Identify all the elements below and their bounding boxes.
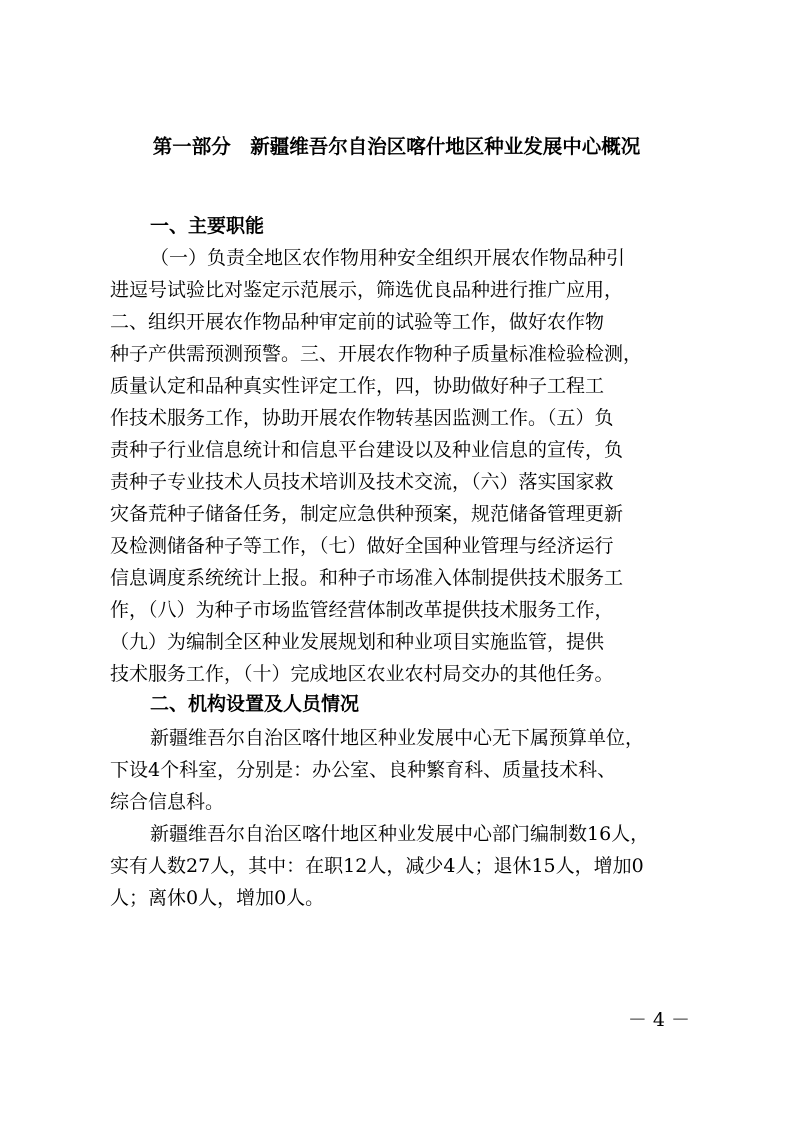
paragraph-line: 质量认定和品种真实性评定工作，四，协助做好种子工程工 bbox=[110, 375, 605, 397]
paragraph-line: （九）为编制全区种业发展规划和种业项目实施监管，提供 bbox=[110, 631, 605, 653]
paragraph-line: 灾备荒种子储备任务，制定应急供种预案，规范储备管理更新 bbox=[110, 503, 624, 525]
paragraph-line: 作，（八）为种子市场监管经营体制改革提供技术服务工作， bbox=[110, 599, 614, 621]
paragraph-line: 技术服务工作，（十）完成地区农业农村局交办的其他任务。 bbox=[110, 663, 614, 685]
paragraph-line: 新疆维吾尔自治区喀什地区种业发展中心部门编制数16人， bbox=[150, 823, 650, 845]
paragraph-line: 二、组织开展农作物品种审定前的试验等工作，做好农作物 bbox=[110, 311, 605, 333]
paragraph-line: 作技术服务工作，协助开展农作物转基因监测工作。（五）负 bbox=[110, 407, 614, 429]
paragraph-line: 种子产供需预测预警。三、开展农作物种子质量标准检验检测， bbox=[110, 343, 643, 365]
paragraph-line: 实有人数27人，其中：在职12人，减少4人；退休15人，增加0 bbox=[110, 855, 644, 877]
paragraph-line: 责种子行业信息统计和信息平台建设以及种业信息的宣传，负 bbox=[110, 439, 624, 461]
paragraph-line: 综合信息科。 bbox=[110, 791, 225, 813]
section-heading-organization: 二、机构设置及人员情况 bbox=[150, 693, 360, 715]
paragraph-line: 人；离休0人，增加0人。 bbox=[110, 887, 325, 909]
page-title: 第一部分 新疆维吾尔自治区喀什地区种业发展中心概况 bbox=[152, 135, 641, 158]
paragraph-line: 下设4个科室，分别是：办公室、良种繁育科、质量技术科、 bbox=[110, 759, 617, 781]
paragraph-line: 责种子专业技术人员技术培训及技术交流，（六）落实国家救 bbox=[110, 471, 614, 493]
paragraph-line: 新疆维吾尔自治区喀什地区种业发展中心无下属预算单位， bbox=[150, 727, 645, 749]
paragraph-line: 及检测储备种子等工作，（七）做好全国种业管理与经济运行 bbox=[110, 535, 614, 557]
paragraph-line: 进逗号试验比对鉴定示范展示，筛选优良品种进行推广应用， bbox=[110, 279, 624, 301]
paragraph-line: 信息调度系统统计上报。和种子市场准入体制提供技术服务工 bbox=[110, 567, 624, 589]
page-number: － 4 － bbox=[627, 1009, 690, 1031]
paragraph-line: （一）负责全地区农作物用种安全组织开展农作物品种引 bbox=[150, 247, 626, 269]
section-heading-main-functions: 一、主要职能 bbox=[150, 215, 265, 237]
